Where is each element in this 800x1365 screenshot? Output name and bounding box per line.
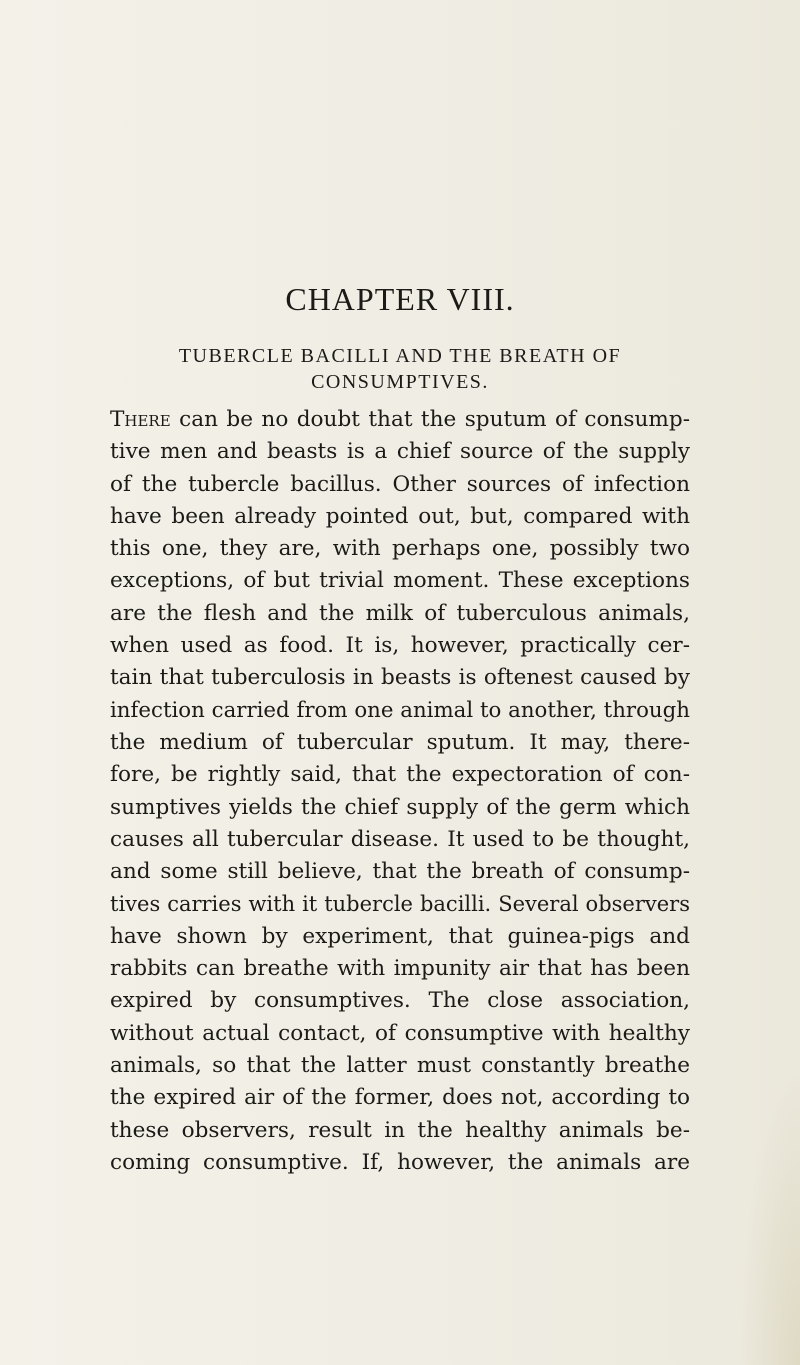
body-paragraph [110, 404, 690, 1179]
paragraph-line: the medium of tubercular sputum. It may, there- [110, 729, 690, 755]
paragraph-line: are the flesh and the milk of tuberculous animals, [110, 600, 690, 626]
paragraph-line: expired by consumptives. The close association, [110, 988, 690, 1014]
lead-word: There [110, 407, 171, 432]
paragraph-line: of the tubercle bacillus. Other sources of infection [110, 471, 690, 497]
paragraph-line: this one, they are, with perhaps one, possibly two [110, 536, 690, 562]
paragraph-line: sumptives yields the chief supply of the germ which [110, 794, 690, 820]
page-edge-shadow [740, 1065, 800, 1365]
first-line-rest: can be no doubt that the sputum of consump- [179, 407, 690, 432]
paragraph-line: have shown by experiment, that guinea-pigs and [110, 923, 690, 949]
chapter-title-line-2: CONSUMPTIVES. [311, 371, 489, 393]
paragraph-line: causes all tubercular disease. It used to be thought, [110, 826, 690, 852]
paragraph-line-1 [110, 404, 690, 436]
paragraph-line: tain that tuberculosis in beasts is oftenest caused by [110, 665, 690, 691]
paragraph-line: when used as food. It is, however, practically cer- [110, 633, 690, 659]
chapter-title-line-1: TUBERCLE BACILLI AND THE BREATH OF [178, 345, 622, 367]
chapter-title [100, 343, 700, 395]
paragraph-line: these observers, result in the healthy animals be- [110, 1117, 690, 1143]
paragraph-line: animals, so that the latter must constantly breathe [110, 1052, 690, 1078]
paragraph-line: have been already pointed out, but, compared with [110, 503, 690, 529]
paragraph-line: exceptions, of but trivial moment. These exceptions [110, 568, 690, 594]
paragraph-line: tives carries with it tubercle bacilli. Several observers [110, 892, 690, 917]
chapter-heading: CHAPTER VIII. [285, 281, 515, 317]
paragraph-line: rabbits can breathe with impunity air that has been [110, 956, 690, 982]
paragraph-line: infection carried from one animal to another, through [110, 697, 690, 723]
paragraph-line: without actual contact, of consumptive with healthy [110, 1020, 690, 1046]
paragraph-line: coming consumptive. If, however, the animals are [110, 1149, 690, 1175]
paragraph-line: tive men and beasts is a chief source of the supply [110, 439, 690, 465]
paragraph-line: the expired air of the former, does not, according to [110, 1085, 690, 1111]
paragraph-line: and some still believe, that the breath of consump- [110, 859, 690, 885]
paragraph-line: fore, be rightly said, that the expectoration of con- [110, 762, 690, 788]
